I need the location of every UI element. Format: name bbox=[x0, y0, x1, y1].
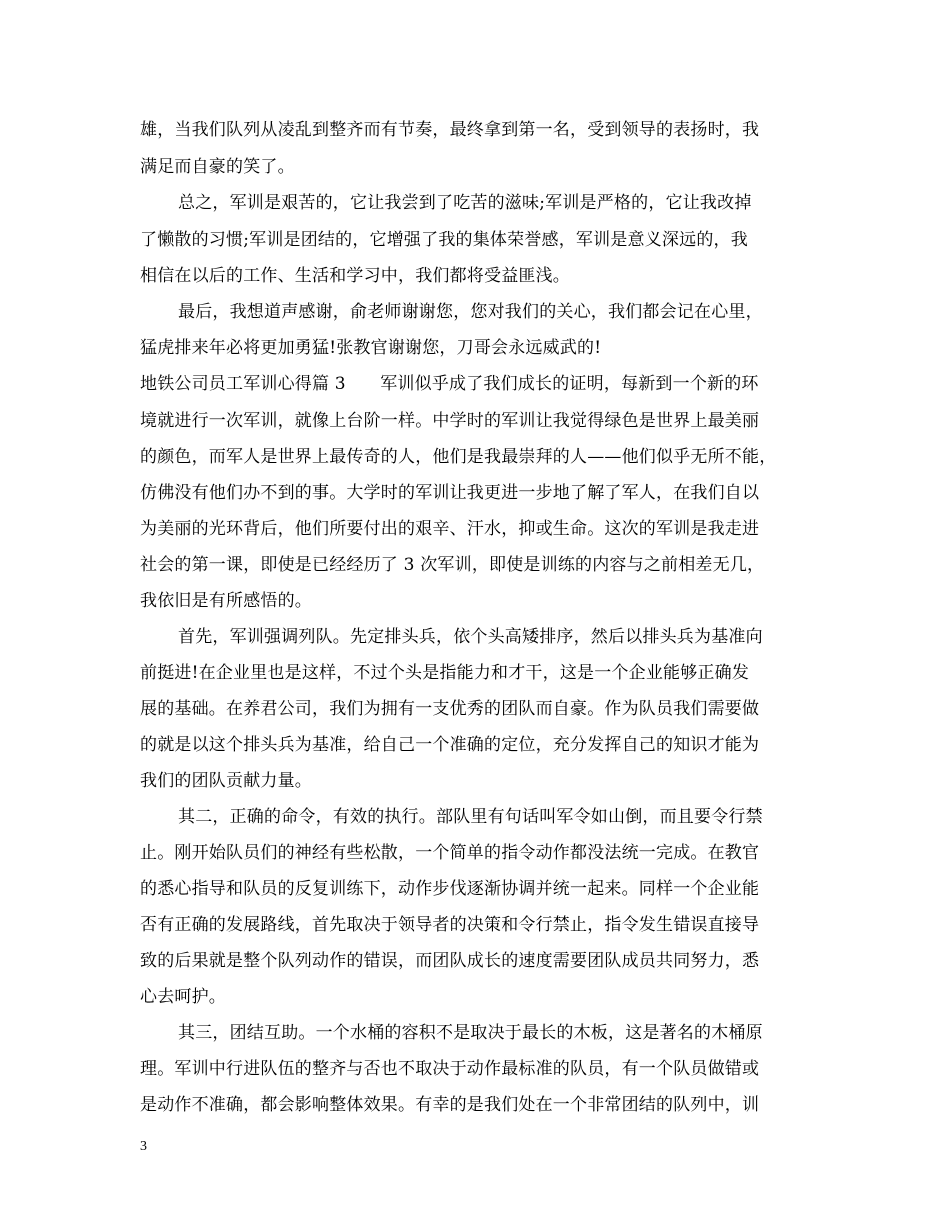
text-line: 为美丽的光环背后，他们所要付出的艰辛、汗水，抑或生命。这次的军训是我走进 bbox=[140, 519, 760, 539]
text-line: 是动作不准确，都会影响整体效果。有幸的是我们处在一个非常团结的队列中，训 bbox=[140, 1095, 760, 1115]
text-line: 满足而自豪的笑了。 bbox=[140, 157, 295, 177]
text-line: 其二，正确的命令，有效的执行。部队里有句话叫军令如山倒，而且要令行禁 bbox=[178, 807, 763, 827]
text-line: 首先，军训强调列队。先定排头兵，依个头高矮排序，然后以排头兵为基准向 bbox=[178, 627, 763, 647]
text-line: 最后，我想道声感谢，俞老师谢谢您，您对我们的关心，我们都会记在心里， bbox=[178, 302, 763, 322]
text-line: 心去呵护。 bbox=[140, 987, 226, 1007]
text-line: 相信在以后的工作、生活和学习中，我们都将受益匪浅。 bbox=[140, 266, 570, 286]
text-line: 止。刚开始队员们的神经有些松散，一个简单的指令动作都没法统一完成。在教官 bbox=[140, 843, 760, 863]
text-line: 致的后果就是整个队列动作的错误，而团队成长的速度需要团队成员共同努力，悉 bbox=[140, 951, 760, 971]
text-line: 雄，当我们队列从凌乱到整齐而有节奏，最终拿到第一名，受到领导的表扬时，我 bbox=[140, 120, 760, 140]
section-heading-line: 地铁公司员工军训心得篇 3 军训似乎成了我们成长的证明，每新到一个新的环 bbox=[140, 374, 759, 394]
text-line: 的就是以这个排头兵为基准，给自己一个准确的定位，充分发挥自己的知识才能为 bbox=[140, 735, 760, 755]
text-line: 社会的第一课，即使是已经经历了 3 次军训，即使是训练的内容与之前相差无几， bbox=[140, 555, 765, 575]
text-line: 了懒散的习惯;军训是团结的，它增强了我的集体荣誉感，军训是意义深远的，我 bbox=[140, 230, 748, 250]
page-number: 3 bbox=[140, 1139, 147, 1154]
text-line: 仿佛没有他们办不到的事。大学时的军训让我更进一步地了解了军人，在我们自以 bbox=[140, 483, 760, 503]
text-line: 猛虎排来年必将更加勇猛!张教官谢谢您，刀哥会永远威武的! bbox=[140, 338, 602, 358]
text-line: 否有正确的发展路线，首先取决于领导者的决策和令行禁止，指令发生错误直接导 bbox=[140, 915, 760, 935]
text-line: 境就进行一次军训，就像上台阶一样。中学时的军训让我觉得绿色是世界上最美丽 bbox=[140, 411, 760, 431]
text-line: 我们的团队贡献力量。 bbox=[140, 771, 312, 791]
text-line: 前挺进!在企业里也是这样，不过个头是指能力和才干，这是一个企业能够正确发 bbox=[140, 663, 750, 683]
text-line: 我依旧是有所感悟的。 bbox=[140, 591, 312, 611]
text-line: 总之，军训是艰苦的，它让我尝到了吃苦的滋味;军训是严格的，它让我改掉 bbox=[178, 193, 752, 213]
text-line: 理。军训中行进队伍的整齐与否也不取决于动作最标准的队员，有一个队员做错或 bbox=[140, 1059, 760, 1079]
text-line: 其三，团结互助。一个水桶的容积不是取决于最长的木板，这是著名的木桶原 bbox=[178, 1023, 763, 1043]
text-line: 的颜色，而军人是世界上最传奇的人，他们是我最崇拜的人——他们似乎无所不能， bbox=[140, 447, 777, 467]
text-line: 的悉心指导和队员的反复训练下，动作步伐逐渐协调并统一起来。同样一个企业能 bbox=[140, 879, 760, 899]
text-line: 展的基础。在养君公司，我们为拥有一支优秀的团队而自豪。作为队员我们需要做 bbox=[140, 699, 760, 719]
